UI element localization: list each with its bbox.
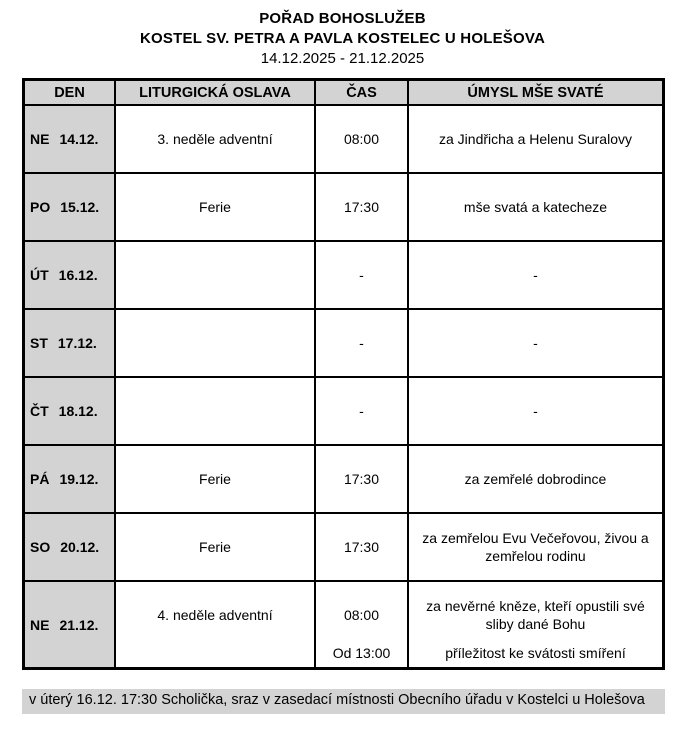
day-label: ÚT	[30, 267, 49, 283]
date-label: 15.12.	[60, 199, 100, 215]
date-label: 16.12.	[58, 267, 98, 283]
church-name: KOSTEL SV. PETRA A PAVLA KOSTELEC U HOLEŠOVA	[140, 30, 545, 47]
day-cell	[25, 174, 116, 240]
date-label: 18.12.	[58, 403, 98, 419]
time-cell	[316, 582, 409, 667]
intention-secondary: příležitost ke svátosti smíření	[445, 645, 626, 661]
column-header-liturgicka-oslava: LITURGICKÁ OSLAVA	[116, 81, 316, 104]
page-title: POŘAD BOHOSLUŽEB	[259, 10, 426, 27]
table-header-row	[25, 81, 662, 106]
day-label: NE	[30, 616, 50, 633]
title-block	[0, 0, 685, 69]
celebration-label: 4. neděle adventní	[157, 606, 273, 623]
day-label: SO	[30, 539, 51, 555]
date-label: 19.12.	[59, 471, 99, 487]
day-label: PÁ	[30, 471, 50, 487]
date-label: 20.12.	[60, 539, 100, 555]
column-header-umysl: ÚMYSL MŠE SVATÉ	[409, 81, 662, 104]
table-row	[25, 242, 662, 310]
celebration-cell: Ferie	[116, 446, 316, 512]
intention-cell: za zemřelou Evu Večeřovou, živou a zemřelou rodinu	[422, 530, 649, 564]
day-cell	[25, 106, 116, 172]
celebration-cell	[116, 310, 316, 376]
time-cell: -	[316, 242, 409, 308]
celebration-cell	[116, 242, 316, 308]
date-label: 17.12.	[57, 335, 97, 351]
intention-cell: -	[533, 403, 538, 419]
intention-primary: za nevěrné kněze, kteří opustili své sliby dané Bohu	[426, 597, 645, 632]
celebration-cell: Ferie	[116, 174, 316, 240]
table-row	[25, 582, 662, 667]
celebration-cell	[116, 378, 316, 444]
day-cell	[25, 446, 116, 512]
time-cell: 17:30	[316, 446, 409, 512]
day-cell	[25, 582, 116, 667]
intention-cell	[409, 582, 662, 667]
footer-note: v úterý 16.12. 17:30 Scholička, sraz v zasedací místnosti Obecního úřadu v Kostelci u Holešova	[22, 689, 665, 714]
day-cell	[25, 310, 116, 376]
day-label: ČT	[30, 403, 49, 419]
time-primary: 08:00	[343, 606, 380, 623]
time-cell: -	[316, 378, 409, 444]
time-cell: -	[316, 310, 409, 376]
time-cell: 17:30	[316, 514, 409, 580]
table-row	[25, 310, 662, 378]
day-label: NE	[30, 131, 50, 147]
date-label: 21.12.	[59, 616, 99, 633]
celebration-cell: Ferie	[116, 514, 316, 580]
table-row	[25, 446, 662, 514]
table-row	[25, 514, 662, 582]
intention-cell: za Jindřicha a Helenu Suralovy	[439, 131, 632, 147]
celebration-secondary	[116, 643, 314, 663]
time-cell: 08:00	[316, 106, 409, 172]
day-label: ST	[30, 335, 48, 351]
column-header-cas: ČAS	[316, 81, 409, 104]
schedule-table	[22, 78, 665, 670]
table-row	[25, 174, 662, 242]
celebration-cell: 3. neděle adventní	[116, 106, 316, 172]
intention-cell: mše svatá a katecheze	[463, 199, 608, 215]
table-row	[25, 378, 662, 446]
celebration-cell	[116, 582, 316, 667]
table-row	[25, 106, 662, 174]
time-secondary: Od 13:00	[332, 645, 391, 661]
date-label: 14.12.	[59, 131, 99, 147]
intention-cell: -	[533, 267, 538, 283]
intention-cell: za zemřelé dobrodince	[464, 471, 607, 487]
time-cell: 17:30	[316, 174, 409, 240]
day-label: PO	[30, 199, 51, 215]
day-cell	[25, 378, 116, 444]
intention-cell: -	[533, 335, 538, 351]
date-range: 14.12.2025 - 21.12.2025	[260, 50, 425, 67]
day-cell	[25, 514, 116, 580]
column-header-den: DEN	[25, 81, 116, 104]
day-cell	[25, 242, 116, 308]
